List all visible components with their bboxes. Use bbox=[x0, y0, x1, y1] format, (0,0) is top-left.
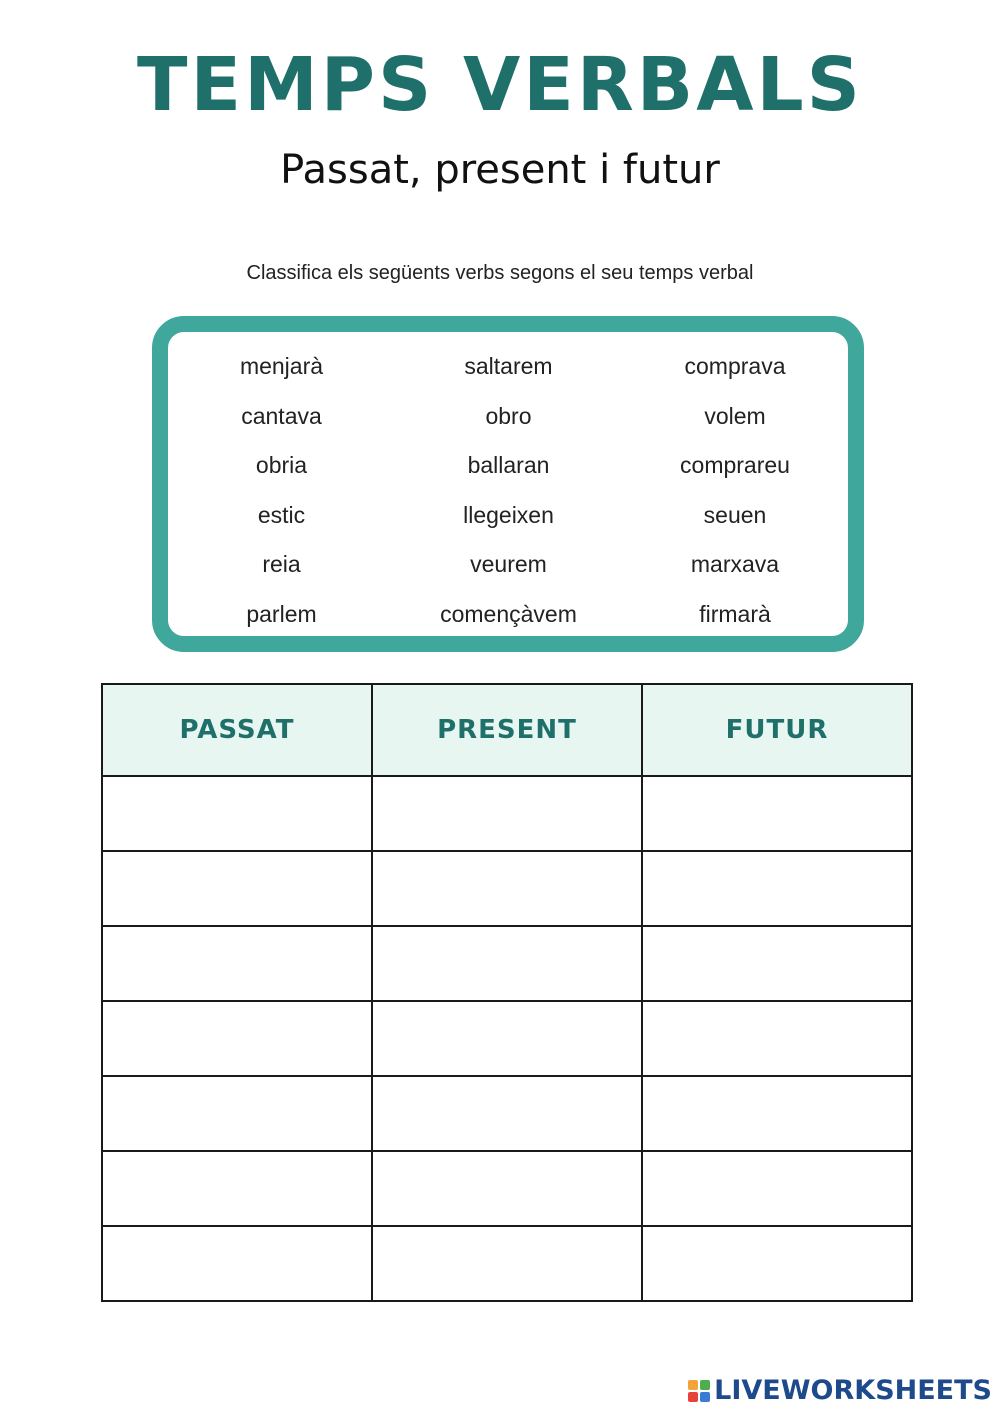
word-item[interactable]: parlem bbox=[246, 600, 317, 627]
liveworksheets-logo[interactable] bbox=[688, 1375, 992, 1406]
drop-cell-present[interactable] bbox=[372, 1001, 642, 1076]
word-item[interactable]: seuen bbox=[703, 501, 767, 528]
word-item[interactable]: comprareu bbox=[680, 452, 790, 479]
word-item[interactable]: comprava bbox=[684, 353, 786, 380]
word-item[interactable]: saltarem bbox=[464, 353, 553, 380]
word-item[interactable]: menjarà bbox=[239, 353, 324, 380]
table-row bbox=[102, 1226, 912, 1301]
drop-cell-passat[interactable] bbox=[102, 1226, 372, 1301]
drop-cell-passat[interactable] bbox=[102, 1151, 372, 1226]
word-item[interactable]: llegeixen bbox=[463, 501, 554, 528]
logo-square-2 bbox=[700, 1380, 710, 1390]
drop-cell-present[interactable] bbox=[372, 851, 642, 926]
instructions-text: Classifica els següents verbs segons el seu temps verbal bbox=[246, 262, 754, 284]
drop-cell-futur[interactable] bbox=[642, 1076, 912, 1151]
drop-cell-passat[interactable] bbox=[102, 851, 372, 926]
table-row bbox=[102, 926, 912, 1001]
word-item[interactable]: ballaran bbox=[467, 452, 550, 479]
word-item[interactable]: obria bbox=[255, 452, 308, 479]
drop-cell-futur[interactable] bbox=[642, 1151, 912, 1226]
drop-cell-futur[interactable] bbox=[642, 926, 912, 1001]
drop-cell-present[interactable] bbox=[372, 1076, 642, 1151]
page-title: TEMPS VERBALS bbox=[137, 42, 863, 128]
table-row bbox=[102, 1076, 912, 1151]
classification-table bbox=[101, 683, 913, 1302]
word-bank-grid bbox=[168, 342, 848, 639]
table-header-row bbox=[102, 684, 912, 776]
logo-square-3 bbox=[688, 1392, 698, 1402]
logo-square-4 bbox=[700, 1392, 710, 1402]
word-item[interactable]: cantava bbox=[241, 402, 322, 429]
word-item[interactable]: reia bbox=[262, 551, 301, 578]
drop-cell-futur[interactable] bbox=[642, 1001, 912, 1076]
logo-text: LIVEWORKSHEETS bbox=[714, 1375, 992, 1406]
word-item[interactable]: volem bbox=[704, 402, 766, 429]
logo-mark-icon bbox=[688, 1380, 710, 1402]
word-item[interactable]: estic bbox=[257, 501, 306, 528]
drop-cell-present[interactable] bbox=[372, 926, 642, 1001]
drop-cell-passat[interactable] bbox=[102, 926, 372, 1001]
drop-cell-futur[interactable] bbox=[642, 1226, 912, 1301]
word-item[interactable]: obro bbox=[485, 402, 532, 429]
word-item[interactable]: firmarà bbox=[699, 600, 771, 627]
word-item[interactable]: veurem bbox=[470, 551, 547, 578]
drop-cell-futur[interactable] bbox=[642, 776, 912, 851]
logo-square-1 bbox=[688, 1380, 698, 1390]
table-row bbox=[102, 1001, 912, 1076]
word-item[interactable]: començàvem bbox=[440, 600, 577, 627]
word-bank-box bbox=[152, 316, 864, 652]
column-header-futur: FUTUR bbox=[642, 684, 912, 776]
table-row bbox=[102, 851, 912, 926]
drop-cell-passat[interactable] bbox=[102, 1076, 372, 1151]
drop-cell-present[interactable] bbox=[372, 776, 642, 851]
drop-cell-passat[interactable] bbox=[102, 1001, 372, 1076]
table-row bbox=[102, 776, 912, 851]
drop-cell-present[interactable] bbox=[372, 1151, 642, 1226]
drop-cell-present[interactable] bbox=[372, 1226, 642, 1301]
drop-cell-futur[interactable] bbox=[642, 851, 912, 926]
column-header-passat: PASSAT bbox=[102, 684, 372, 776]
page-subtitle: Passat, present i futur bbox=[280, 147, 720, 193]
table-row bbox=[102, 1151, 912, 1226]
column-header-present: PRESENT bbox=[372, 684, 642, 776]
word-item[interactable]: marxava bbox=[690, 551, 780, 578]
drop-cell-passat[interactable] bbox=[102, 776, 372, 851]
